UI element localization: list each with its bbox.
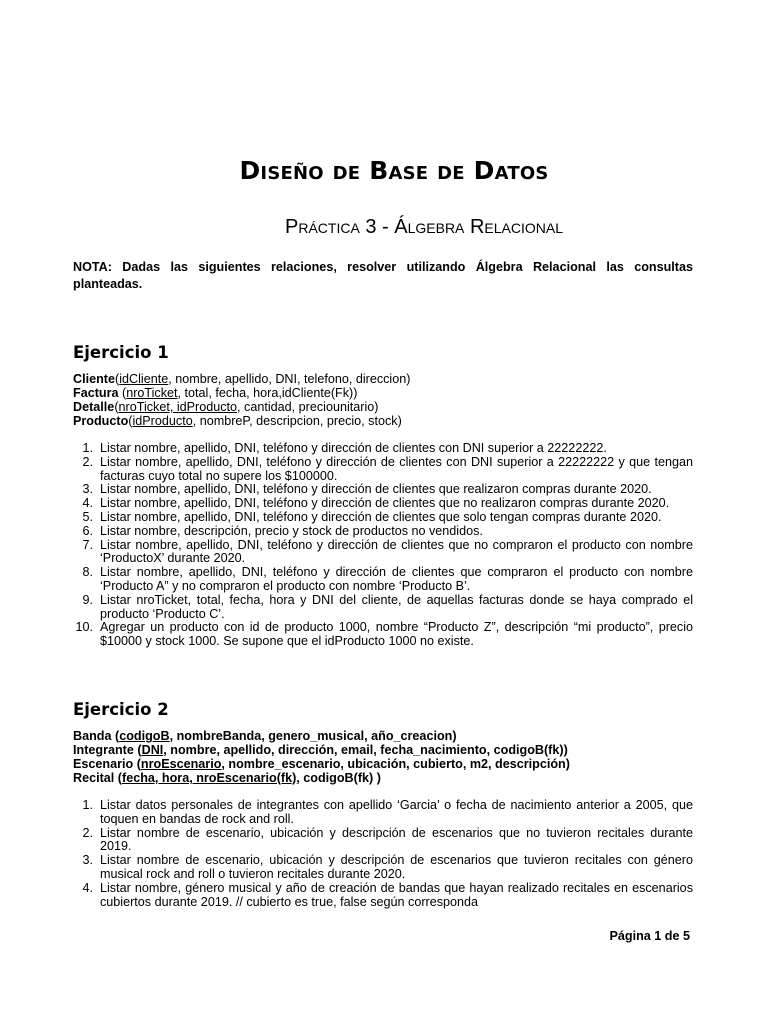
relation-escenario: Escenario (nroEscenario, nombre_escenario, ubicación, cubierto, m2, descripción) <box>73 757 570 771</box>
list-item: 9. Listar nroTicket, total, fecha, hora y DNI del cliente, de aquellas facturas donde se haya comprado el producto ‘Producto C’. <box>82 592 693 621</box>
page-number-footer: Página 1 de 5 <box>609 929 690 943</box>
document-title: Diseño de Base de Datos <box>239 156 549 185</box>
list-item: 6. Listar nombre, descripción, precio y stock de productos no vendidos. <box>82 523 483 538</box>
list-item: 10. Agregar un producto con id de producto 1000, nombre “Producto Z”, descripción “mi producto”, precio $10000 y stock 1000. Se supone que el idProducto 1000 no existe. <box>75 620 693 649</box>
document-subtitle: Práctica 3 - Álgebra Relacional <box>285 216 563 238</box>
exercise-1-list <box>73 442 693 649</box>
list-item: 1. Listar datos personales de integrantes con apellido ‘Garcia’ o fecha de nacimiento anterior a 2005, que toquen en bandas de rock and roll. <box>82 798 693 826</box>
relation-banda: Banda (codigoB, nombreBanda, genero_musical, año_creacion) <box>73 729 457 743</box>
list-item: 8. Listar nombre, apellido, DNI, teléfono y dirección de clientes que compraron el producto con nombre ‘Producto A” y no compraron el producto con nombre ‘Producto B’. <box>82 565 693 593</box>
relation-recital: Recital (fecha, hora, nroEscenario(fk), codigoB(fk) ) <box>73 771 381 785</box>
exercise-2-list <box>73 799 693 909</box>
list-item: 5. Listar nombre, apellido, DNI, teléfono y dirección de clientes que solo tengan compras durante 2020. <box>82 509 662 524</box>
relation-detalle: Detalle(nroTicket, idProducto, cantidad, preciounitario) <box>73 400 379 414</box>
exercise-1-heading: Ejercicio 1 <box>73 343 169 362</box>
exercise-2-relations <box>73 729 693 785</box>
relation-integrante: Integrante (DNI, nombre, apellido, dirección, email, fecha_nacimiento, codigoB(fk)) <box>73 743 568 757</box>
list-item: 4. Listar nombre, género musical y año de creación de bandas que hayan realizado recitales en escenarios cubiertos durante 2019. // cubierto es true, false según corresponda <box>82 880 693 909</box>
list-item: 4. Listar nombre, apellido, DNI, teléfono y dirección de clientes que no realizaron compras durante 2020. <box>82 496 670 511</box>
exercise-2-heading: Ejercicio 2 <box>73 700 169 719</box>
list-item: 7. Listar nombre, apellido, DNI, teléfono y dirección de clientes que no compraron el producto con nombre ‘ProductoX’ durante 2020. <box>82 537 693 566</box>
relation-producto: Producto(idProducto, nombreP, descripcion, precio, stock) <box>73 414 402 428</box>
list-item: 1. Listar nombre, apellido, DNI, teléfono y dirección de clientes con DNI superior a 22222222. <box>82 441 607 455</box>
nota-paragraph: NOTA: Dadas las siguientes relaciones, resolver utilizando Álgebra Relacional las consultas planteadas. <box>73 260 693 291</box>
relation-cliente: Cliente(idCliente, nombre, apellido, DNI, telefono, direccion) <box>73 372 411 386</box>
list-item: 2. Listar nombre de escenario, ubicación y descripción de escenarios que no tuvieron recitales durante 2019. <box>82 825 693 854</box>
exercise-1-relations <box>73 372 693 428</box>
relation-factura: Factura (nroTicket, total, fecha, hora,idCliente(Fk)) <box>73 386 358 400</box>
list-item: 3. Listar nombre de escenario, ubicación y descripción de escenarios que tuvieron recitales con género musical rock and roll o tuvieron recitales durante 2020. <box>82 853 693 881</box>
list-item: 3. Listar nombre, apellido, DNI, teléfono y dirección de clientes que realizaron compras durante 2020. <box>82 482 652 497</box>
list-item: 2. Listar nombre, apellido, DNI, teléfono y dirección de clientes con DNI superior a 22222222 y que tengan facturas cuyo total no supere los $100000. <box>82 454 693 483</box>
exercise-2 <box>73 700 693 909</box>
exercise-1 <box>73 343 693 649</box>
